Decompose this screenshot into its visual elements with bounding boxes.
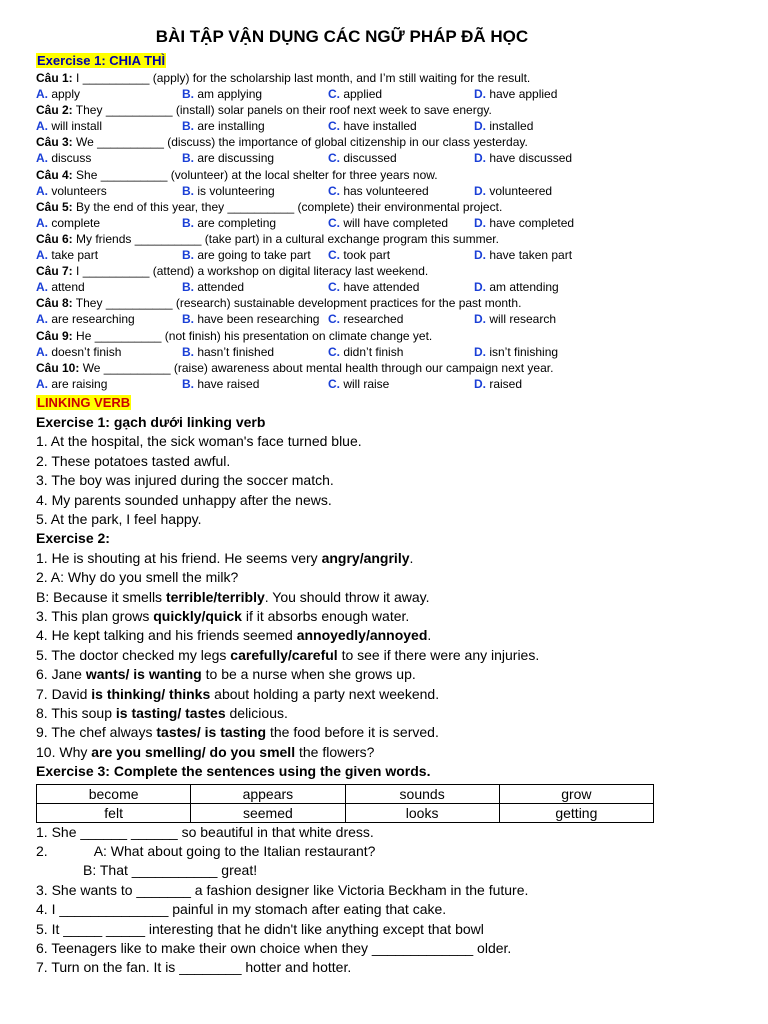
lv2-text-after: delicious. — [225, 704, 288, 721]
option-letter: A. — [36, 312, 48, 327]
lv2-choice: quickly/quick — [153, 607, 242, 624]
option-letter: C. — [328, 151, 340, 166]
question-stem — [36, 360, 648, 376]
lv2-text-before: 4. He kept talking and his friends seemed — [36, 627, 297, 644]
answer-options — [36, 183, 648, 199]
answer-option[interactable] — [328, 183, 474, 199]
tense-questions — [36, 70, 648, 392]
answer-option[interactable] — [36, 279, 182, 295]
answer-option[interactable] — [474, 86, 648, 102]
option-text: are discussing — [194, 151, 275, 166]
question-stem — [36, 231, 648, 247]
question-label: Câu 4: — [36, 167, 73, 182]
worksheet-page — [36, 26, 648, 978]
answer-option[interactable] — [36, 247, 182, 263]
lv-exercise-2-heading: Exercise 2: — [36, 530, 110, 547]
answer-option[interactable] — [182, 118, 328, 134]
lv2-text-before: 7. David — [36, 685, 92, 702]
option-text: have installed — [340, 119, 417, 134]
lv2-sentence — [36, 685, 648, 704]
answer-option[interactable] — [182, 215, 328, 231]
question-label: Câu 3: — [36, 135, 73, 150]
option-text: are researching — [48, 312, 135, 327]
option-letter: B. — [182, 280, 194, 295]
word-bank-cell: seemed — [191, 803, 345, 822]
linking-verb-heading-row — [36, 394, 648, 412]
answer-option[interactable] — [36, 215, 182, 231]
question-stem — [36, 167, 648, 183]
answer-option[interactable] — [182, 311, 328, 327]
option-text: will have completed — [340, 215, 449, 230]
option-text: are raising — [48, 376, 108, 391]
word-bank-table — [36, 784, 654, 823]
option-text: are completing — [194, 215, 277, 230]
question-text: My friends __________ (take part) in a cultural exchange program this summer. — [72, 231, 499, 246]
lv2-choice: is thinking/ thinks — [91, 685, 211, 702]
option-text: volunteered — [486, 183, 553, 198]
option-letter: C. — [328, 280, 340, 295]
answer-option[interactable] — [182, 376, 328, 392]
lv2-choice: are you smelling/ do you smell — [91, 743, 296, 760]
answer-options — [36, 311, 648, 327]
answer-option[interactable] — [328, 344, 474, 360]
lv2-choice: carefully/careful — [230, 646, 338, 663]
lv2-choice: is tasting/ tastes — [115, 704, 226, 721]
word-bank-cell: getting — [499, 803, 653, 822]
lv2-choice: wants/ is wanting — [85, 666, 202, 683]
lv2-text-before: 10. Why — [36, 743, 92, 760]
lv3-sentence-2-a-text: A: What about going to the Italian restaurant? — [93, 843, 376, 859]
option-text: discussed — [340, 151, 397, 166]
option-text: researched — [340, 312, 404, 327]
option-letter: D. — [474, 87, 486, 102]
word-bank-cell: sounds — [345, 784, 499, 803]
question-stem — [36, 328, 648, 344]
option-letter: C. — [328, 376, 340, 391]
lv2-text-before: 3. This plan grows — [36, 607, 154, 624]
answer-options — [36, 376, 648, 392]
lv-exercise-1-list — [36, 432, 648, 529]
option-text: are going to take part — [194, 248, 311, 263]
lv2-text-after: about holding a party next weekend. — [210, 685, 440, 702]
answer-options — [36, 86, 648, 102]
lv-exercise-2-list — [36, 549, 648, 762]
option-letter: C. — [328, 87, 340, 102]
question-label: Câu 5: — [36, 199, 73, 214]
answer-option[interactable] — [328, 118, 474, 134]
lv-exercise-1-heading: Exercise 1: gạch dưới linking verb — [36, 413, 266, 430]
answer-option[interactable] — [36, 311, 182, 327]
question-text: I __________ (apply) for the scholarship last month, and I’m still waiting for the result. — [72, 71, 531, 85]
linking-verb-section — [36, 413, 648, 978]
exercise-1-heading-row — [36, 52, 648, 70]
lv2-text-after: if it absorbs enough water. — [241, 607, 410, 624]
answer-option[interactable] — [328, 279, 474, 295]
answer-options — [36, 150, 648, 166]
question-text: We __________ (discuss) the importance of global citizenship in our class yesterday. — [72, 135, 528, 150]
option-text: am attending — [486, 280, 559, 295]
question-stem — [36, 134, 648, 150]
lv2-text-before: 9. The chef always — [36, 724, 157, 741]
answer-option[interactable] — [474, 183, 648, 199]
answer-option[interactable] — [182, 344, 328, 360]
lv2-sentence — [36, 568, 648, 587]
option-letter: B. — [182, 87, 194, 102]
question-label: Câu 9: — [36, 328, 73, 343]
option-letter: B. — [182, 376, 194, 391]
option-text: installed — [486, 119, 534, 134]
option-letter: B. — [182, 248, 194, 263]
word-bank-row — [37, 784, 654, 803]
answer-option[interactable] — [182, 279, 328, 295]
option-letter: A. — [36, 215, 48, 230]
answer-options — [36, 344, 648, 360]
answer-option[interactable] — [474, 311, 648, 327]
answer-option[interactable] — [474, 376, 648, 392]
option-text: discuss — [48, 151, 92, 166]
option-letter: A. — [36, 280, 48, 295]
answer-option[interactable] — [36, 344, 182, 360]
option-letter: C. — [328, 215, 340, 230]
question-text: We __________ (raise) awareness about mental health through our campaign next year. — [79, 360, 554, 375]
answer-option[interactable] — [474, 118, 648, 134]
option-text: will research — [486, 312, 557, 327]
lv3-sentence-2a — [36, 842, 648, 861]
option-text: have raised — [194, 376, 260, 391]
lv-exercise-3-heading: Exercise 3: Complete the sentences using the given words. — [36, 763, 431, 780]
answer-option[interactable] — [328, 376, 474, 392]
option-text: didn’t finish — [340, 344, 404, 359]
question-text: They __________ (research) sustainable development practices for the past month. — [72, 296, 522, 311]
option-letter: A. — [36, 151, 48, 166]
lv3-sentence-3: 3. She wants to _______ a fashion designer like Victoria Beckham in the future. — [36, 881, 529, 898]
option-text: will raise — [340, 376, 390, 391]
word-bank-cell: appears — [191, 784, 345, 803]
option-letter: B. — [182, 119, 194, 134]
question-stem — [36, 70, 648, 86]
question-text: I __________ (attend) a workshop on digital literacy last weekend. — [72, 264, 429, 279]
word-bank-cell: become — [37, 784, 191, 803]
lv2-sentence — [36, 588, 648, 607]
answer-option[interactable] — [36, 118, 182, 134]
answer-option[interactable] — [474, 215, 648, 231]
lv2-text-after: the flowers? — [295, 743, 375, 760]
option-text: take part — [48, 248, 99, 263]
option-letter: B. — [182, 312, 194, 327]
lv1-sentence: 5. At the park, I feel happy. — [36, 510, 202, 527]
question-label: Câu 1: — [36, 71, 73, 85]
lv2-text-before: B: Because it smells — [36, 588, 166, 605]
lv2-sentence — [36, 743, 648, 762]
option-letter: D. — [474, 151, 486, 166]
lv2-choice: tastes/ is tasting — [156, 724, 267, 741]
answer-option[interactable] — [328, 86, 474, 102]
answer-option[interactable] — [474, 279, 648, 295]
lv3-sentence-2b: B: That ___________ great! — [83, 862, 258, 879]
lv3-sentence-6: 6. Teenagers like to make their own choice when they _____________ older. — [36, 940, 512, 957]
option-letter: C. — [328, 119, 340, 134]
lv2-sentence — [36, 723, 648, 742]
answer-options — [36, 279, 648, 295]
option-text: raised — [486, 376, 523, 391]
option-letter: D. — [474, 280, 486, 295]
option-text: have attended — [340, 280, 420, 295]
question-stem — [36, 199, 648, 215]
option-text: took part — [340, 248, 391, 263]
option-text: has volunteered — [340, 183, 429, 198]
lv2-text-after: to see if there were any injuries. — [337, 646, 540, 663]
answer-option[interactable] — [36, 183, 182, 199]
option-text: have been researching — [194, 312, 320, 327]
option-letter: D. — [474, 119, 486, 134]
lv3-sentence-1: 1. She ______ ______ so beautiful in that white dress. — [36, 823, 374, 840]
option-text: have completed — [486, 215, 575, 230]
option-letter: A. — [36, 119, 48, 134]
answer-option[interactable] — [328, 215, 474, 231]
lv2-text-before: 8. This soup — [36, 704, 116, 721]
question-label: Câu 8: — [36, 296, 73, 311]
lv2-text-before: 5. The doctor checked my legs — [36, 646, 231, 663]
option-text: will install — [48, 119, 103, 134]
answer-options — [36, 118, 648, 134]
lv3-sentence-4: 4. I ______________ painful in my stomach after eating that cake. — [36, 901, 447, 918]
answer-option[interactable] — [182, 247, 328, 263]
lv2-sentence — [36, 665, 648, 684]
question-stem — [36, 102, 648, 118]
lv1-sentence: 2. These potatoes tasted awful. — [36, 452, 231, 469]
lv2-text-before: 2. A: Why do you smell the milk? — [36, 569, 239, 586]
lv2-text-before: 1. He is shouting at his friend. He seems very — [36, 549, 322, 566]
option-letter: B. — [182, 344, 194, 359]
option-text: is volunteering — [194, 183, 275, 198]
option-text: attend — [48, 280, 85, 295]
answer-option[interactable] — [328, 311, 474, 327]
question-label: Câu 6: — [36, 231, 73, 246]
option-letter: D. — [474, 215, 486, 230]
answer-option[interactable] — [36, 150, 182, 166]
word-bank-cell: grow — [499, 784, 653, 803]
lv2-choice: annoyedly/annoyed — [296, 627, 428, 644]
exercise-1-heading: Exercise 1: CHIA THÌ — [37, 53, 166, 68]
lv2-text-after: . You should throw it away. — [264, 588, 430, 605]
question-text: By the end of this year, they __________ (complete) their environmental project. — [72, 199, 503, 214]
option-text: have applied — [486, 87, 558, 102]
option-letter: A. — [36, 87, 48, 102]
lv1-sentence: 4. My parents sounded unhappy after the news. — [36, 491, 332, 508]
question-label: Câu 2: — [36, 103, 73, 118]
lv1-sentence: 1. At the hospital, the sick woman's face turned blue. — [36, 433, 362, 450]
option-letter: D. — [474, 376, 486, 391]
lv2-choice: angry/angrily — [321, 549, 410, 566]
option-letter: D. — [474, 312, 486, 327]
option-text: attended — [194, 280, 245, 295]
option-text: complete — [48, 215, 101, 230]
lv3-sentence-7: 7. Turn on the fan. It is ________ hotter and hotter. — [36, 959, 352, 976]
option-letter: D. — [474, 344, 486, 359]
option-letter: A. — [36, 344, 48, 359]
lv2-choice: terrible/terribly — [165, 588, 265, 605]
lv2-text-before: 6. Jane — [36, 666, 86, 683]
question-stem — [36, 295, 648, 311]
lv1-sentence: 3. The boy was injured during the soccer match. — [36, 472, 334, 489]
question-stem — [36, 263, 648, 279]
question-text: He __________ (not finish) his presentation on climate change yet. — [72, 328, 433, 343]
option-letter: A. — [36, 183, 48, 198]
answer-options — [36, 215, 648, 231]
page-title: BÀI TẬP VẬN DỤNG CÁC NGỮ PHÁP ĐÃ HỌC — [155, 27, 529, 46]
answer-option[interactable] — [182, 183, 328, 199]
lv2-sentence — [36, 607, 648, 626]
option-text: volunteers — [48, 183, 107, 198]
question-label: Câu 10: — [36, 360, 80, 375]
lv2-sentence — [36, 549, 648, 568]
option-text: applied — [340, 87, 383, 102]
answer-option[interactable] — [474, 247, 648, 263]
answer-option[interactable] — [182, 86, 328, 102]
word-bank-cell: looks — [345, 803, 499, 822]
word-bank-cell: felt — [37, 803, 191, 822]
answer-option[interactable] — [36, 86, 182, 102]
option-letter: D. — [474, 183, 486, 198]
answer-option[interactable] — [328, 150, 474, 166]
option-letter: C. — [328, 248, 340, 263]
lv2-sentence — [36, 704, 648, 723]
option-text: doesn’t finish — [48, 344, 122, 359]
option-text: have taken part — [486, 248, 573, 263]
answer-option[interactable] — [474, 344, 648, 360]
answer-option[interactable] — [36, 376, 182, 392]
question-text: They __________ (install) solar panels on their roof next week to save energy. — [72, 103, 492, 118]
option-letter: B. — [182, 215, 194, 230]
option-letter: B. — [182, 183, 194, 198]
option-text: are installing — [194, 119, 265, 134]
lv2-sentence — [36, 646, 648, 665]
option-letter: D. — [474, 248, 486, 263]
option-text: apply — [48, 87, 81, 102]
word-bank-row — [37, 803, 654, 822]
option-letter: A. — [36, 248, 48, 263]
option-letter: C. — [328, 312, 340, 327]
lv2-text-after: . — [427, 627, 432, 644]
answer-option[interactable] — [474, 150, 648, 166]
option-letter: A. — [36, 376, 48, 391]
option-text: isn’t finishing — [486, 344, 559, 359]
lv3-sentence-2-number: 2. — [36, 843, 48, 859]
answer-option[interactable] — [328, 247, 474, 263]
option-text: am applying — [194, 87, 263, 102]
lv2-text-after: the food before it is served. — [266, 724, 439, 741]
answer-options — [36, 247, 648, 263]
lv2-text-after: to be a nurse when she grows up. — [201, 666, 416, 683]
option-text: hasn’t finished — [194, 344, 275, 359]
option-letter: B. — [182, 151, 194, 166]
option-text: have discussed — [486, 151, 573, 166]
linking-verb-heading: LINKING VERB — [37, 394, 131, 410]
question-label: Câu 7: — [36, 264, 73, 279]
option-letter: C. — [328, 344, 340, 359]
question-text: She __________ (volunteer) at the local shelter for three years now. — [72, 167, 438, 182]
lv2-sentence — [36, 626, 648, 645]
option-letter: C. — [328, 183, 340, 198]
lv3-sentence-5: 5. It _____ _____ interesting that he didn't like anything except that bowl — [36, 920, 484, 937]
lv2-text-after: . — [409, 549, 414, 566]
answer-option[interactable] — [182, 150, 328, 166]
